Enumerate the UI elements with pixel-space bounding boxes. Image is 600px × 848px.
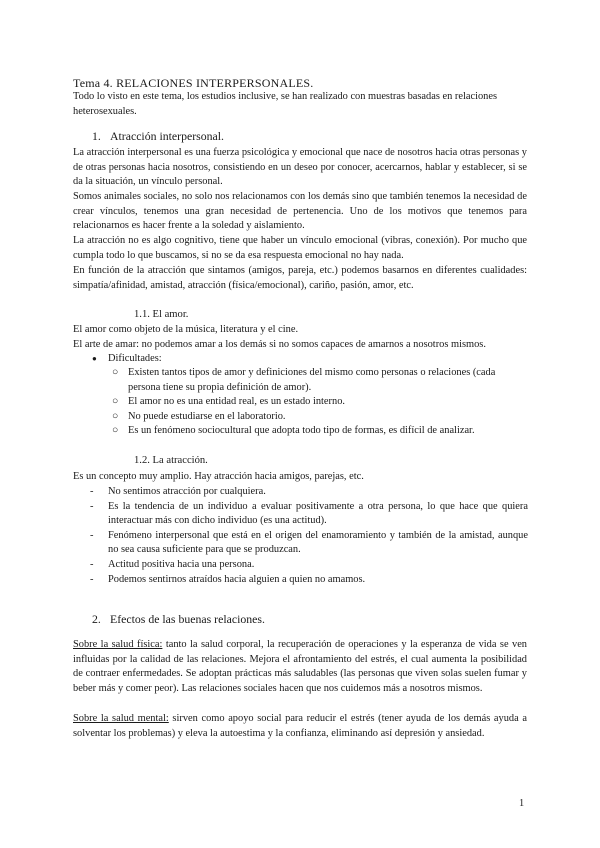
dash-marker: -	[90, 486, 94, 497]
section1-paragraph-3: La atracción no es algo cognitivo, tiene que haber un vínculo emocional (vibras, conexión). Por mucho que cumpla todo lo que buscamos, si no se da esa respuesta emocional no hay nada.	[73, 235, 527, 261]
physical-health-paragraph	[73, 638, 527, 696]
section2-number: 2.	[92, 612, 101, 626]
section1-paragraph-4: En función de la atracción que sintamos (amigos, pareja, etc.) podemos basarnos en diferentes cualidades: simpatía/afinidad, amistad, atracción (física/emocional), cariño, pasión, amor, etc.	[73, 265, 527, 291]
list-item	[92, 352, 528, 367]
mental-health-text: sirven como apoyo social para reducir el estrés (tener ayuda de los demás ayuda a solventar los problemas) y eleva la autoestima y la confianza, eliminando así depresión y ansiedad.	[73, 713, 527, 739]
dash-marker: -	[90, 573, 94, 585]
atraccion-item: Actitud positiva hacia una persona.	[108, 558, 255, 570]
sub-bullet-marker: ○	[112, 367, 119, 378]
list-item	[90, 529, 528, 558]
sub-bullet-marker: ○	[112, 425, 119, 437]
list-item	[90, 558, 528, 573]
section1-heading: Atracción interpersonal.	[110, 129, 224, 143]
intro-paragraph: Todo lo visto en este tema, los estudios inclusive, se han realizado con muestras basadas en relaciones heterosexuales.	[73, 91, 498, 117]
section1-paragraph-1: La atracción interpersonal es una fuerza psicológica y emocional que nace de nosotros hacia otras personas y de otras personas hacia nosotros, consistiendo en un deseo por conocer, acercarnos, hablar y establecer, si se da la situación, un vínculo personal.	[73, 147, 527, 188]
atraccion-item: Fenómeno interpersonal que está en el origen del enamoramiento y también de la amistad, aunque no sea causa suficiente para que se produzcan.	[108, 529, 528, 556]
list-item	[112, 410, 528, 425]
physical-health-text: tanto la salud corporal, la recuperación de operaciones y la esperanza de vida se ven influidas por la calidad de las relaciones. Mejora el afrontamiento del estrés, el cual aumenta la posibilidad de contraer enfermedades. Se adoptan prácticas más saludables (las personas que viven solas suelen fumar y beber más y comer peor). Las relaciones sociales hacen que nos cuidemos más a nosotros mismos.	[73, 639, 527, 694]
page-number: 1	[519, 798, 525, 809]
atraccion-list	[90, 485, 528, 587]
difficulty-item: Es un fenómeno sociocultural que adopta todo tipo de formas, es difícil de analizar.	[128, 425, 475, 437]
subsection-1-1-heading: 1.1. El amor.	[134, 309, 189, 320]
list-item	[112, 395, 528, 410]
subsection-1-2-heading: 1.2. La atracción.	[134, 455, 208, 466]
list-item	[90, 573, 528, 588]
atraccion-item: No sentimos atracción por cualquiera.	[108, 486, 266, 497]
list-item	[112, 366, 528, 395]
atraccion-line: Es un concepto muy amplio. Hay atracción hacia amigos, parejas, etc.	[73, 471, 364, 482]
bullet-marker: ●	[92, 354, 97, 363]
difficulty-item: Existen tantos tipos de amor y definiciones del mismo como personas o relaciones (cada persona tiene su propia definición de amor).	[128, 367, 496, 393]
amor-line-1: El amor como objeto de la música, literatura y el cine.	[73, 324, 299, 335]
list-item	[112, 424, 528, 439]
list-item	[90, 485, 528, 500]
section1-paragraph-2: Somos animales sociales, no solo nos relacionamos con los demás sino que también tenemos la necesidad de crear vínculos, tenemos una gran necesidad de pertenencia. Uno de los motivos que tenemos para relacionarnos es hacer frente a la soledad y aislamiento.	[73, 191, 527, 232]
section2-heading: Efectos de las buenas relaciones.	[110, 612, 265, 626]
dash-marker: -	[90, 558, 94, 570]
mental-health-paragraph	[73, 712, 527, 741]
dash-marker: -	[90, 529, 94, 541]
physical-health-label: Sobre la salud física:	[73, 639, 163, 650]
dash-marker: -	[90, 500, 94, 512]
atraccion-item: Podemos sentirnos atraídos hacia alguien a quien no amamos.	[108, 573, 366, 585]
page-title: Tema 4. RELACIONES INTERPERSONALES.	[73, 76, 314, 90]
difficulties-sublist	[112, 366, 528, 439]
mental-health-label: Sobre la salud mental:	[73, 713, 169, 724]
list-item	[90, 500, 528, 529]
difficulty-item: El amor no es una entidad real, es un estado interno.	[128, 396, 345, 408]
section1-number: 1.	[92, 129, 101, 143]
difficulties-label: Dificultades:	[108, 353, 162, 364]
sub-bullet-marker: ○	[112, 396, 119, 408]
difficulty-item: No puede estudiarse en el laboratorio.	[128, 410, 286, 422]
atraccion-item: Es la tendencia de un individuo a evaluar positivamente a otra persona, lo que hace que quiera interactuar más con dicho individuo (es una actitud).	[108, 500, 528, 527]
sub-bullet-marker: ○	[112, 410, 119, 422]
difficulties-list	[92, 352, 528, 367]
amor-line-2: El arte de amar: no podemos amar a los demás si no somos capaces de amarnos a nosotros mismos.	[73, 339, 486, 350]
